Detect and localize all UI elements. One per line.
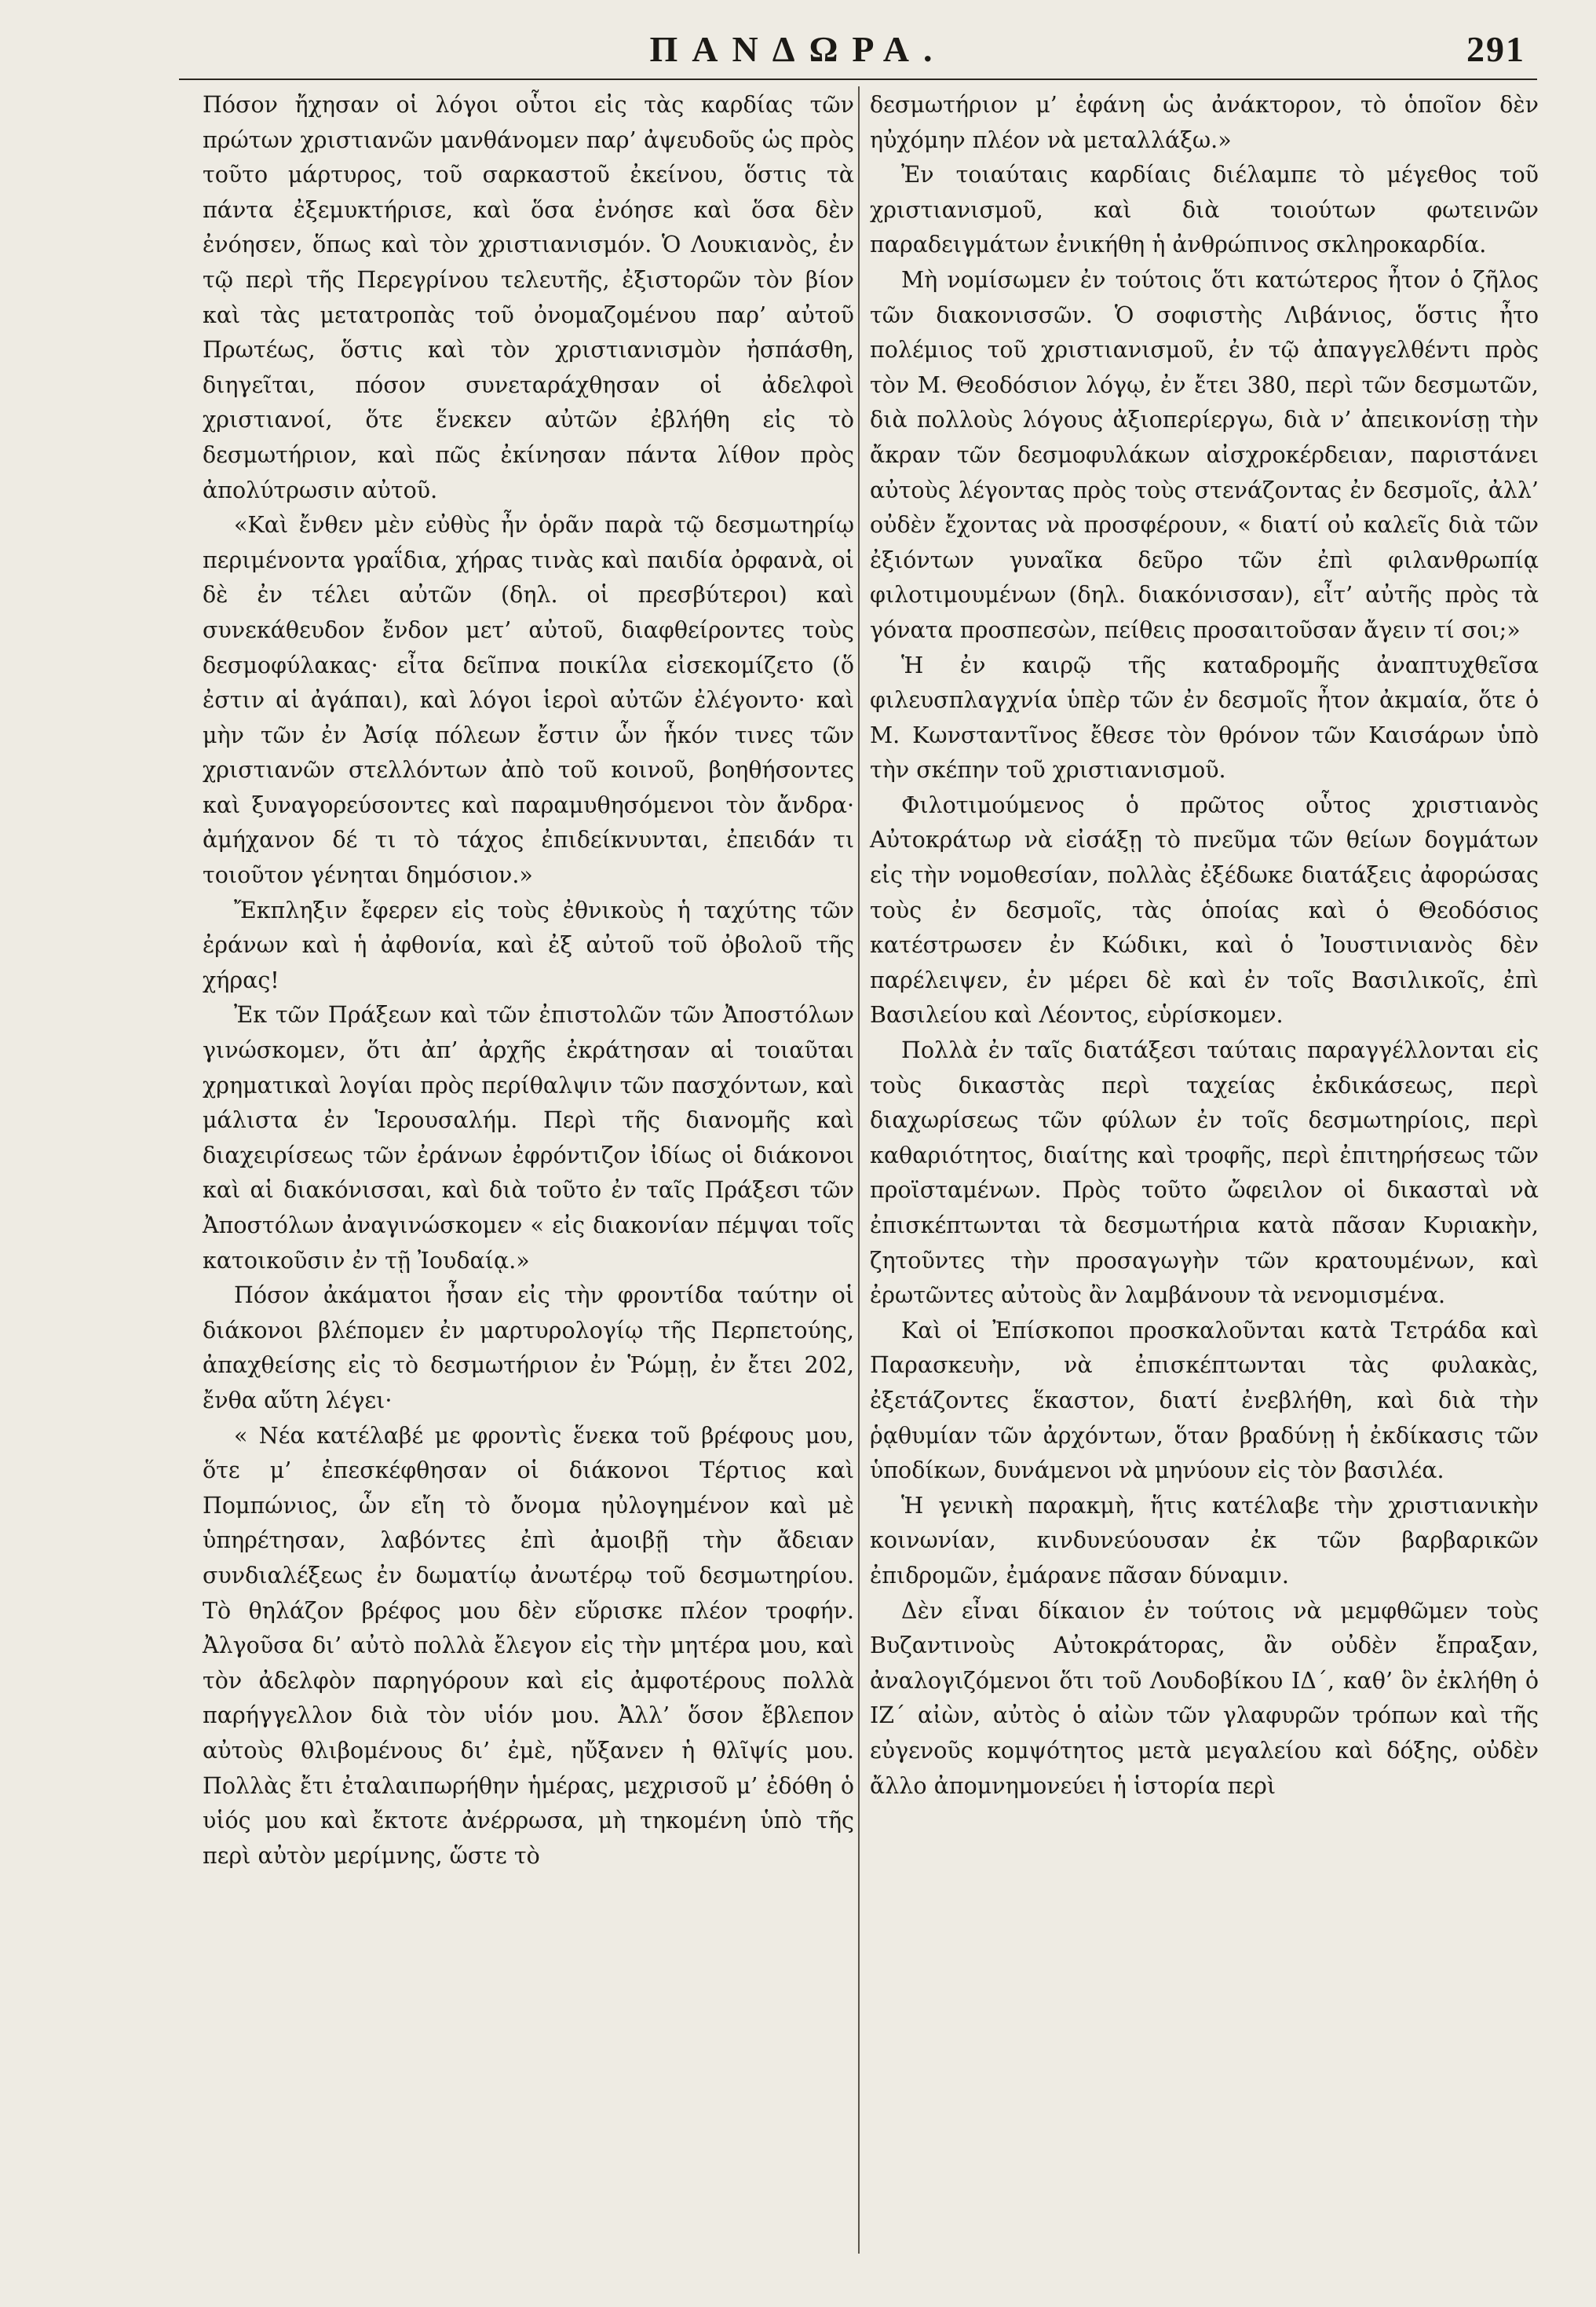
- left-column: [203, 88, 854, 1874]
- paragraph: Ἡ γενικὴ παρακμὴ, ἥτις κατέλαβε τὴν χριστιανικὴν κοινωνίαν, κινδυνεύουσαν ἐκ τῶν βαρβαρικῶν ἐπιδρομῶν, ἐμάρανε πᾶσαν δύναμιν.: [870, 1492, 1539, 1589]
- paragraph: Ἐκ τῶν Πράξεων καὶ τῶν ἐπιστολῶν τῶν Ἀποστόλων γινώσκομεν, ὅτι ἀπ’ ἀρχῆς ἐκράτησαν αἱ τοιαῦται χρηματικαὶ λογίαι πρὸς περίθαλψιν τῶν πασχόντων, καὶ μάλιστα ἐν Ἱερουσαλήμ. Περὶ τῆς διανομῆς καὶ διαχειρίσεως τῶν ἐράνων ἐφρόντιζον ἰδίως οἱ διάκονοι καὶ αἱ διακόνισσαι, καὶ διὰ τοῦτο ἐν ταῖς Πράξεσι τῶν Ἀποστόλων ἀναγινώσκομεν « εἰς διακονίαν πέμψαι τοῖς κατοικοῦσιν ἐν τῇ Ἰουδαίᾳ.»: [203, 1002, 854, 1274]
- column-divider: [858, 86, 860, 2254]
- paragraph: Καὶ οἱ Ἐπίσκοποι προσκαλοῦνται κατὰ Τετράδα καὶ Παρασκευὴν, νὰ ἐπισκέπτωνται τὰς φυλακὰς, ἐξετάζοντες ἕκαστον, διατί ἐνεβλήθη, καὶ διὰ τὴν ῥᾳθυμίαν τῶν ἀρχόντων, ὅταν βραδύνῃ ἡ ἐκδίκασις τῶν ὑποδίκων, δυνάμενοι νὰ μηνύουν εἰς τὸν βασιλέα.: [870, 1317, 1539, 1484]
- paragraph: Πολλὰ ἐν ταῖς διατάξεσι ταύταις παραγγέλλονται εἰς τοὺς δικαστὰς περὶ ταχείας ἐκδικάσεως, περὶ διαχωρίσεως τῶν φύλων ἐν τοῖς δεσμωτηρίοις, περὶ καθαριότητος, διαίτης καὶ τροφῆς, περὶ ἐπιτηρήσεως τῶν προϊσταμένων. Πρὸς τοῦτο ὤφειλον οἱ δικασταὶ νὰ ἐπισκέπτωνται τὰ δεσμωτήρια κατὰ πᾶσαν Κυριακὴν, ζητοῦντες τὴν προσαγωγὴν τῶν κρατουμένων, καὶ ἐρωτῶντες αὐτοὺς ἂν λαμβάνουν τὰ νενομισμένα.: [870, 1037, 1539, 1309]
- paragraph: Μὴ νομίσωμεν ἐν τούτοις ὅτι κατώτερος ἦτον ὁ ζῆλος τῶν διακονισσῶν. Ὁ σοφιστὴς Λιβάνιος, ὅστις ἦτο πολέμιος τοῦ χριστιανισμοῦ, ἐν τῷ ἀπαγγελθέντι πρὸς τὸν Μ. Θεοδόσιον λόγῳ, ἐν ἔτει 380, περὶ τῶν δεσμωτῶν, διὰ πολλοὺς λόγους ἀξιοπερίεργω, διὰ ν’ ἀπεικονίσῃ τὴν ἄκραν τῶν δεσμοφυλάκων αἰσχροκέρδειαν, παριστάνει αὐτοὺς λέγοντας πρὸς τοὺς στενάζοντας ἐν δεσμοῖς, ἀλλ’ οὐδὲν ἔχοντας νὰ προσφέρουν, « διατί οὐ καλεῖς διὰ τῶν ἐξιόντων γυναῖκα δεῦρο τῶν ἐπὶ φιλανθρωπίᾳ φιλοτιμουμένων (δηλ. διακόνισσαν), εἶτ’ αὐτῆς πρὸς τὰ γόνατα προσπεσὼν, πείθεις προσαιτοῦσαν ἄγειν τί σοι;»: [870, 266, 1539, 643]
- paragraph: Πόσον ἀκάματοι ἦσαν εἰς τὴν φροντίδα ταύτην οἱ διάκονοι βλέπομεν ἐν μαρτυρολογίῳ τῆς Περπετούης, ἀπαχθείσης εἰς τὸ δεσμωτήριον ἐν Ῥώμῃ, ἐν ἔτει 202, ἔνθα αὕτη λέγει·: [203, 1282, 854, 1413]
- header-rule: [179, 79, 1537, 80]
- paragraph: δεσμωτήριον μ’ ἐφάνη ὡς ἀνάκτορον, τὸ ὁποῖον δὲν ηὐχόμην πλέον νὰ μεταλλάξω.»: [870, 92, 1539, 153]
- paragraph: « Νέα κατέλαβέ με φροντὶς ἕνεκα τοῦ βρέφους μου, ὅτε μ’ ἐπεσκέφθησαν οἱ διάκονοι Τέρτιος καὶ Πομπώνιος, ὧν εἴη τὸ ὄνομα ηὐλογημένον καὶ μὲ ὑπηρέτησαν, λαβόντες ἐπὶ ἀμοιβῇ τὴν ἄδειαν συνδιαλέξεως ἐν δωματίῳ ἀνωτέρῳ τοῦ δεσμωτηρίου. Τὸ θηλάζον βρέφος μου δὲν εὕρισκε πλέον τροφήν. Ἀλγοῦσα δι’ αὐτὸ πολλὰ ἔλεγον εἰς τὴν μητέρα μου, καὶ τὸν ἀδελφὸν παρηγόρουν καὶ εἰς ἀμφοτέρους πολλὰ παρήγγελλον διὰ τὸν υἱόν μου. Ἀλλ’ ὅσον ἔβλεπον αὐτοὺς θλιβομένους δι’ ἐμὲ, ηὔξανεν ἡ θλῖψίς μου. Πολλὰς ἔτι ἐταλαιπωρήθην ἡμέρας, μεχρισοῦ μ’ ἐδόθη ὁ υἱός μου καὶ ἔκτοτε ἀνέρρωσα, μὴ τηκομένη ὑπὸ τῆς περὶ αὐτὸν μερίμνης, ὥστε τὸ: [203, 1422, 854, 1869]
- page-number: 291: [1466, 29, 1525, 69]
- paragraph: Ἔκπληξιν ἔφερεν εἰς τοὺς ἐθνικοὺς ἡ ταχύτης τῶν ἐράνων καὶ ἡ ἀφθονία, καὶ ἐξ αὐτοῦ τοῦ ὀβολοῦ τῆς χήρας!: [203, 897, 854, 993]
- paragraph: Φιλοτιμούμενος ὁ πρῶτος οὗτος χριστιανὸς Αὐτοκράτωρ νὰ εἰσάξῃ τὸ πνεῦμα τῶν θείων δογμάτων εἰς τὴν νομοθεσίαν, πολλὰς ἐξέδωκε διατάξεις ἀφορώσας τοὺς ἐν δεσμοῖς, τὰς ὁποίας καὶ ὁ Θεοδόσιος κατέστρωσεν ἐν Κώδικι, καὶ ὁ Ἰουστινιανὸς δὲν παρέλειψεν, ἐν μέρει δὲ καὶ ἐν τοῖς Βασιλικοῖς, ἐπὶ Βασιλείου καὶ Λέοντος, εὑρίσκομεν.: [870, 792, 1539, 1029]
- paragraph: «Καὶ ἔνθεν μὲν εὐθὺς ἦν ὁρᾶν παρὰ τῷ δεσμωτηρίῳ περιμένοντα γραΐδια, χήρας τινὰς καὶ παιδία ὀρφανὰ, οἱ δὲ ἐν τέλει αὐτῶν (δηλ. οἱ πρεσβύτεροι) καὶ συνεκάθευδον ἔνδον μετ’ αὐτοῦ, διαφθείροντες τοὺς δεσμοφύλακας· εἶτα δεῖπνα ποικίλα εἰσεκομίζετο (ὅ ἐστιν αἱ ἀγάπαι), καὶ λόγοι ἱεροὶ αὐτῶν ἐλέγοντο· καὶ μὴν τῶν ἐν Ἀσίᾳ πόλεων ἔστιν ὧν ἧκόν τινες τῶν χριστιανῶν στελλόντων ἀπὸ τοῦ κοινοῦ, βοηθήσοντες καὶ ξυναγορεύσοντες καὶ παραμυθησόμενοι τὸν ἄνδρα· ἀμήχανον δέ τι τὸ τάχος ἐπιδείκνυνται, ἐπειδάν τι τοιοῦτον γένηται δημόσιον.»: [203, 512, 854, 889]
- journal-title: ΠΑΝΔΩΡΑ.: [649, 29, 947, 69]
- paragraph: Ἡ ἐν καιρῷ τῆς καταδρομῆς ἀναπτυχθεῖσα φιλευσπλαγχνία ὑπὲρ τῶν ἐν δεσμοῖς ἦτον ἀκμαία, ὅτε ὁ Μ. Κωνσταντῖνος ἔθεσε τὸν θρόνον τῶν Καισάρων ὑπὸ τὴν σκέπην τοῦ χριστιανισμοῦ.: [870, 652, 1539, 784]
- paragraph: Ἐν τοιαύταις καρδίαις διέλαμπε τὸ μέγεθος τοῦ χριστιανισμοῦ, καὶ διὰ τοιούτων φωτεινῶν παραδειγμάτων ἐνικήθη ἡ ἀνθρώπινος σκληροκαρδία.: [870, 162, 1539, 258]
- right-column: [870, 88, 1539, 1804]
- page-header: [0, 17, 1596, 80]
- paragraph: Δὲν εἶναι δίκαιον ἐν τούτοις νὰ μεμφθῶμεν τοὺς Βυζαντινοὺς Αὐτοκράτορας, ἂν οὐδὲν ἔπραξαν, ἀναλογιζόμενοι ὅτι τοῦ Λουδοβίκου ΙΔ΄, καθ’ ὃν ἐκλήθη ὁ ΙΖ΄ αἰὼν, αὐτὸς ὁ αἰὼν τῶν γλαφυρῶν τρόπων καὶ τῆς εὐγενοῦς κομψότητος μετὰ μεγαλείου καὶ δόξης, οὐδὲν ἄλλο ἀπομνημονεύει ἡ ἱστορία περὶ: [870, 1597, 1539, 1799]
- paragraph: Πόσον ἤχησαν οἱ λόγοι οὗτοι εἰς τὰς καρδίας τῶν πρώτων χριστιανῶν μανθάνομεν παρ’ ἀψευδοῦς ὡς πρὸς τοῦτο μάρτυρος, τοῦ σαρκαστοῦ ἐκείνου, ὅστις τὰ πάντα ἐξεμυκτήρισε, καὶ ὅσα ἐνόησε καὶ ὅσα δὲν ἐνόησεν, ὅπως καὶ τὸν χριστιανισμόν. Ὁ Λουκιανὸς, ἐν τῷ περὶ τῆς Περεγρίνου τελευτῆς, ἐξιστορῶν τὸν βίον καὶ τὰς μετατροπὰς τοῦ ὀνομαζομένου παρ’ αὐτοῦ Πρωτέως, ὅστις καὶ τὸν χριστιανισμὸν ἠσπάσθη, διηγεῖται, πόσον συνεταράχθησαν οἱ ἀδελφοὶ χριστιανοί, ὅτε ἕνεκεν αὐτῶν ἐβλήθη εἰς τὸ δεσμωτήριον, καὶ πῶς ἐκίνησαν πάντα λίθον πρὸς ἀπολύτρωσιν αὐτοῦ.: [203, 92, 854, 503]
